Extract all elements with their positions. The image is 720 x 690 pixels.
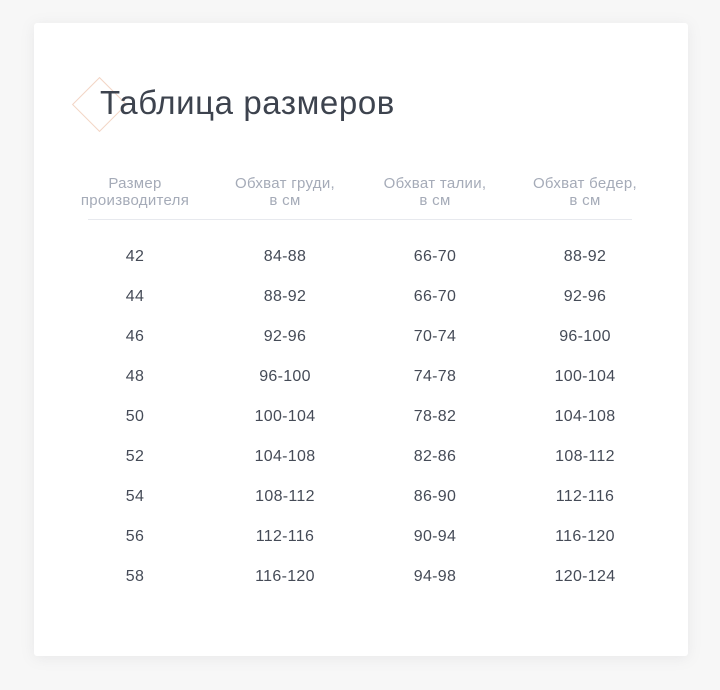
cell-size: 48 bbox=[125, 368, 145, 385]
column-header-line: Обхват талии, bbox=[383, 175, 487, 192]
cell-hips: 104-108 bbox=[554, 408, 616, 425]
table-row bbox=[60, 557, 660, 597]
cell-chest: 112-116 bbox=[255, 528, 315, 545]
table-row bbox=[60, 237, 660, 277]
column-header-line: производителя bbox=[80, 192, 190, 209]
cell-waist: 82-86 bbox=[413, 448, 457, 465]
cell-waist: 66-70 bbox=[413, 248, 457, 265]
column-header-waist bbox=[360, 175, 510, 209]
cell-hips: 108-112 bbox=[555, 448, 615, 465]
column-header-hips bbox=[510, 175, 660, 209]
table-row bbox=[60, 317, 660, 357]
cell-chest: 116-120 bbox=[255, 568, 315, 585]
cell-size: 56 bbox=[125, 528, 145, 545]
cell-hips: 112-116 bbox=[555, 488, 615, 505]
cell-chest: 92-96 bbox=[263, 328, 307, 345]
cell-chest: 84-88 bbox=[263, 248, 307, 265]
cell-size: 54 bbox=[125, 488, 145, 505]
cell-chest: 88-92 bbox=[263, 288, 307, 305]
column-header-line: Обхват бедер, bbox=[532, 175, 638, 192]
cell-hips: 120-124 bbox=[554, 568, 616, 585]
cell-size: 50 bbox=[125, 408, 145, 425]
cell-size: 42 bbox=[125, 248, 145, 265]
table-row bbox=[60, 277, 660, 317]
cell-waist: 90-94 bbox=[413, 528, 457, 545]
cell-waist: 66-70 bbox=[413, 288, 457, 305]
column-header-chest bbox=[210, 175, 360, 209]
column-header-line: в см bbox=[269, 192, 301, 209]
table-row bbox=[60, 517, 660, 557]
cell-chest: 104-108 bbox=[254, 448, 316, 465]
table-row bbox=[60, 397, 660, 437]
cell-hips: 116-120 bbox=[555, 528, 615, 545]
cell-hips: 96-100 bbox=[559, 328, 611, 345]
table-body bbox=[60, 237, 660, 597]
cell-size: 46 bbox=[125, 328, 145, 345]
table-row bbox=[60, 357, 660, 397]
cell-hips: 92-96 bbox=[563, 288, 607, 305]
table-header-row bbox=[60, 175, 660, 209]
cell-waist: 70-74 bbox=[413, 328, 457, 345]
table-row bbox=[60, 477, 660, 517]
column-header-line: в см bbox=[569, 192, 601, 209]
cell-size: 52 bbox=[125, 448, 145, 465]
size-table-card bbox=[34, 23, 688, 656]
cell-waist: 74-78 bbox=[413, 368, 457, 385]
cell-waist: 94-98 bbox=[413, 568, 457, 585]
header-divider bbox=[88, 219, 632, 220]
cell-hips: 88-92 bbox=[563, 248, 607, 265]
cell-chest: 96-100 bbox=[259, 368, 311, 385]
table-row bbox=[60, 437, 660, 477]
cell-chest: 108-112 bbox=[255, 488, 315, 505]
size-table bbox=[60, 175, 660, 597]
cell-waist: 78-82 bbox=[413, 408, 457, 425]
column-header-size bbox=[60, 175, 210, 209]
cell-chest: 100-104 bbox=[254, 408, 316, 425]
page-title: Таблица размеров bbox=[100, 84, 395, 121]
column-header-line: в см bbox=[419, 192, 451, 209]
cell-size: 44 bbox=[125, 288, 145, 305]
cell-hips: 100-104 bbox=[554, 368, 616, 385]
column-header-line: Размер bbox=[108, 175, 162, 192]
cell-waist: 86-90 bbox=[413, 488, 457, 505]
column-header-line: Обхват груди, bbox=[235, 175, 335, 192]
cell-size: 58 bbox=[125, 568, 145, 585]
